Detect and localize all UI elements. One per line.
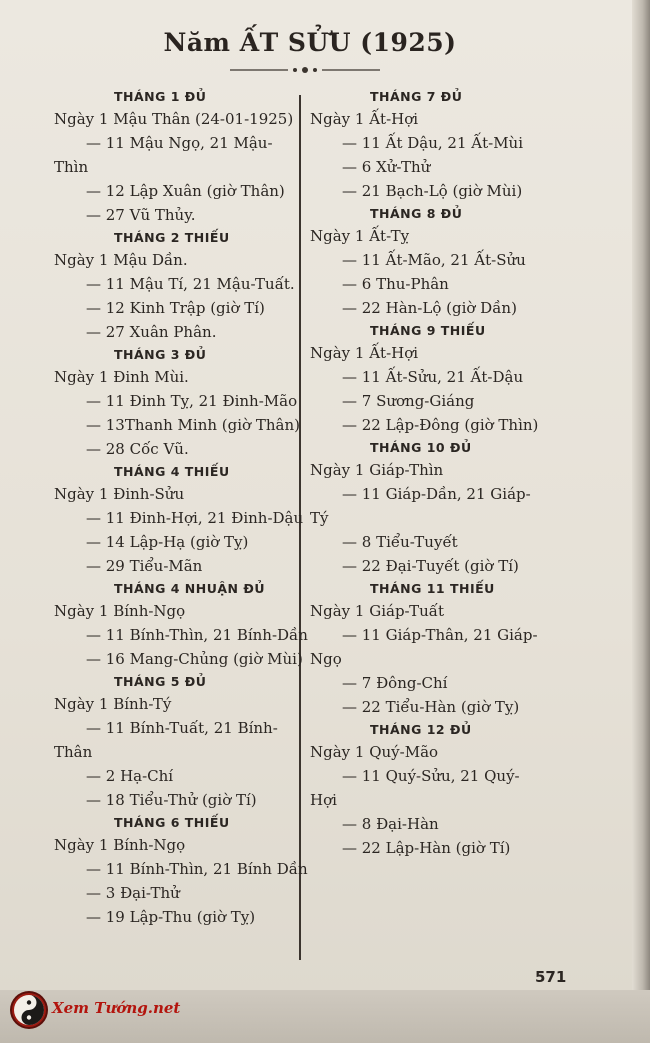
right-column [306, 86, 576, 860]
right-entry-line: — 22 Tiểu-Hàn (giờ Tỵ) [342, 698, 520, 716]
page-number: 571 [535, 968, 567, 986]
book-spine-shadow [632, 0, 650, 1000]
right-month-header: THÁNG 11 THIẾU [370, 581, 495, 596]
right-month-header: THÁNG 10 ĐỦ [370, 440, 472, 455]
right-entry-line: Ngày 1 Giáp-Thìn [310, 461, 444, 479]
left-entry-line: — 27 Vũ Thủy. [86, 206, 196, 224]
left-month-header: THÁNG 4 NHUẬN ĐỦ [114, 581, 265, 596]
right-entry-line: — 11 Ất Dậu, 21 Ất-Mùi [342, 134, 524, 152]
right-entry-line: Ngày 1 Ất-Tỵ [310, 227, 410, 245]
left-entry-line: Ngày 1 Đinh Mùi. [54, 368, 189, 386]
right-entry-line: — 22 Hàn-Lộ (giờ Dần) [342, 299, 517, 317]
left-month-header: THÁNG 5 ĐỦ [114, 674, 207, 689]
right-entry-line: — 22 Đại-Tuyết (giờ Tí) [342, 557, 519, 575]
left-month-header: THÁNG 6 THIẾU [114, 815, 230, 830]
watermark-text: Xem Tướng.net [52, 999, 181, 1017]
left-entry-line: Ngày 1 Bính-Ngọ [54, 836, 186, 854]
right-entry-line: — 7 Đông-Chí [342, 674, 448, 692]
left-entry-line: Thân [54, 743, 93, 761]
left-entry-line: — 29 Tiểu-Mãn [86, 557, 203, 575]
page-title: Năm ẤT SỬU (1925) [163, 28, 457, 57]
left-month-header: THÁNG 2 THIẾU [114, 230, 230, 245]
left-entry-line: — 14 Lập-Hạ (giờ Tỵ) [86, 533, 249, 551]
right-entry-line: — 6 Xử-Thử [342, 158, 431, 176]
left-entry-line: — 13Thanh Minh (giờ Thân) [86, 416, 300, 434]
right-entry-line: Ngọ [310, 650, 342, 668]
right-entry-line: — 8 Tiểu-Tuyết [342, 533, 458, 551]
left-entry-line: — 11 Mậu Ngọ, 21 Mậu- [86, 134, 273, 152]
right-month-header: THÁNG 9 THIẾU [370, 323, 486, 338]
left-entry-line: — 19 Lập-Thu (giờ Tỵ) [86, 908, 256, 926]
left-entry-line: Ngày 1 Mậu Dần. [54, 251, 188, 269]
left-entry-line: Ngày 1 Mậu Thân (24-01-1925) [54, 110, 294, 128]
right-entry-line: — 8 Đại-Hàn [342, 815, 439, 833]
left-month-header: THÁNG 3 ĐỦ [114, 347, 207, 362]
left-column [50, 86, 320, 929]
left-entry-line: — 12 Lập Xuân (giờ Thân) [86, 182, 285, 200]
right-month-header: THÁNG 8 ĐỦ [370, 206, 463, 221]
left-entry-line: — 11 Đinh-Hợi, 21 Đinh-Dậu [86, 509, 304, 527]
yin-yang-icon [12, 993, 46, 1027]
left-entry-line: — 3 Đại-Thử [86, 884, 180, 902]
watermark-logo [12, 993, 192, 1033]
right-entry-line: Ngày 1 Giáp-Tuất [310, 602, 444, 620]
left-entry-line: — 16 Mang-Chủng (giờ Mùi) [86, 650, 303, 668]
right-entry-line: Hợi [310, 791, 337, 809]
right-entry-line: Ngày 1 Ất-Hợi [310, 110, 419, 128]
left-entry-line: — 11 Mậu Tí, 21 Mậu-Tuất. [86, 275, 295, 293]
right-entry-line: — 11 Giáp-Thân, 21 Giáp- [342, 626, 538, 644]
right-entry-line: — 11 Quý-Sửu, 21 Quý- [342, 767, 520, 785]
right-entry-line: Tý [310, 509, 329, 527]
left-entry-line: — 2 Hạ-Chí [86, 767, 174, 785]
left-entry-line: Ngày 1 Bính-Ngọ [54, 602, 186, 620]
left-entry-line: — 11 Đinh Tỵ, 21 Đinh-Mão [86, 392, 298, 410]
left-entry-line: Thìn [54, 158, 89, 176]
left-month-header: THÁNG 1 ĐỦ [114, 89, 207, 104]
right-month-header: THÁNG 7 ĐỦ [370, 89, 463, 104]
right-entry-line: — 21 Bạch-Lộ (giờ Mùi) [342, 182, 523, 200]
right-entry-line: Ngày 1 Ất-Hợi [310, 344, 419, 362]
title-ornament-icon [230, 65, 380, 75]
right-entry-line: Ngày 1 Quý-Mão [310, 743, 439, 761]
left-entry-line: — 11 Bính-Tuất, 21 Bính- [86, 719, 278, 737]
left-entry-line: — 28 Cốc Vũ. [86, 440, 189, 458]
right-entry-line: — 11 Giáp-Dần, 21 Giáp- [342, 485, 531, 503]
left-entry-line: — 11 Bính-Thìn, 21 Bính-Dần [86, 626, 308, 644]
right-entry-line: — 22 Lập-Đông (giờ Thìn) [342, 416, 539, 434]
right-entry-line: — 11 Ất-Sửu, 21 Ất-Dậu [342, 368, 524, 386]
left-entry-line: — 12 Kinh Trập (giờ Tí) [86, 299, 265, 317]
left-entry-line: Ngày 1 Bính-Tý [54, 695, 172, 713]
right-entry-line: — 11 Ất-Mão, 21 Ất-Sửu [342, 251, 526, 269]
left-entry-line: Ngày 1 Đinh-Sửu [54, 485, 185, 503]
left-month-header: THÁNG 4 THIẾU [114, 464, 230, 479]
left-entry-line: — 27 Xuân Phân. [86, 323, 217, 341]
right-month-header: THÁNG 12 ĐỦ [370, 722, 472, 737]
right-entry-line: — 22 Lập-Hàn (giờ Tí) [342, 839, 511, 857]
left-entry-line: — 11 Bính-Thìn, 21 Bính Dần [86, 860, 308, 878]
right-entry-line: — 6 Thu-Phân [342, 275, 449, 293]
left-entry-line: — 18 Tiểu-Thử (giờ Tí) [86, 791, 257, 809]
right-entry-line: — 7 Sương-Giáng [342, 392, 475, 410]
